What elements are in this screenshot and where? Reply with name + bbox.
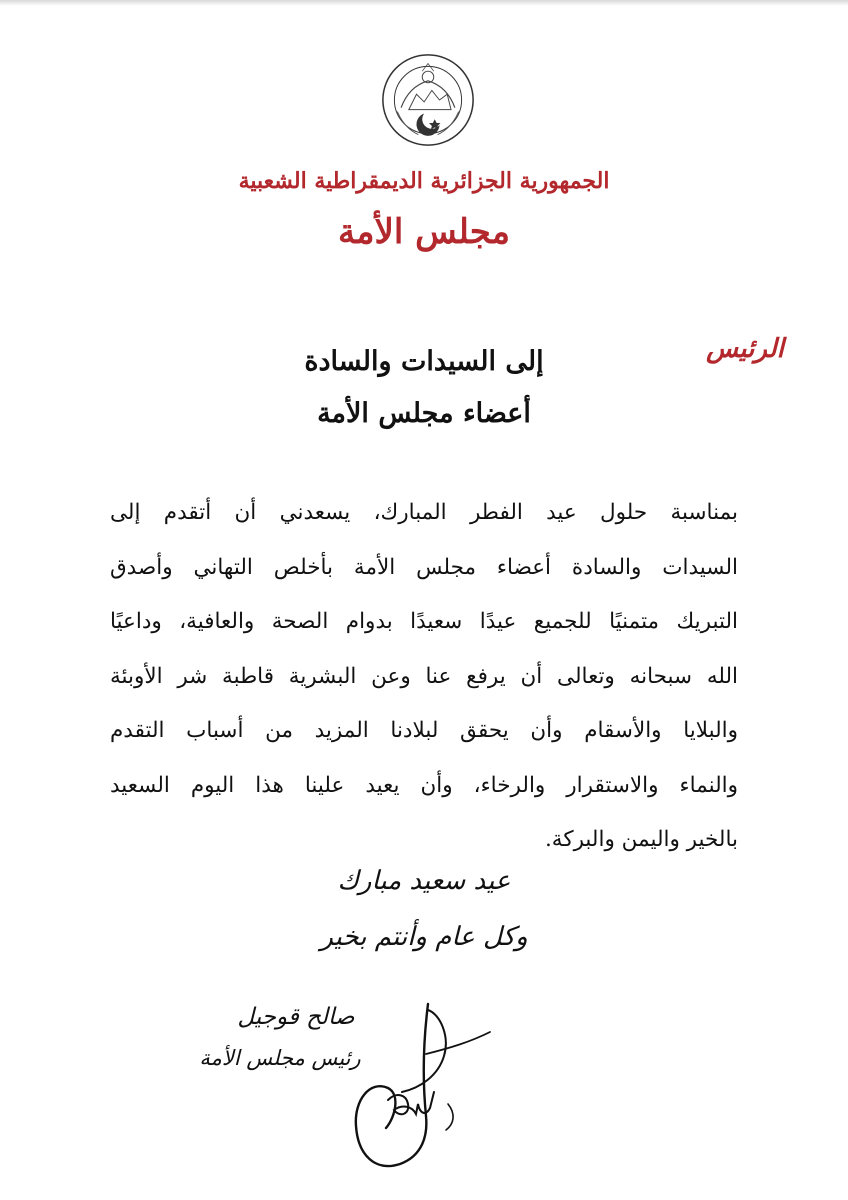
body-line: بالخير واليمن والبركة. xyxy=(544,827,738,852)
address-line-2: أعضاء مجلس الأمة xyxy=(317,398,531,429)
body-line: بمناسبة حلول عيد الفطر المبارك، يسعدني أن أتقدم إلى xyxy=(110,500,738,525)
body-line: والنماء والاستقرار والرخاء، وأن يعيد علينا هذا اليوم السعيد xyxy=(110,772,738,798)
closing-line-2: وكل عام وأنتم بخير xyxy=(320,922,528,952)
closing-line-1: عيد سعيد مبارك xyxy=(337,866,511,896)
address-line-1: إلى السيدات والسادة xyxy=(304,346,544,377)
signatory-title: رئيس مجلس الأمة xyxy=(199,1046,361,1070)
republic-heading: الجمهورية الجزائرية الديمقراطية الشعبية xyxy=(238,168,610,194)
signatory-name: صالح قوجيل xyxy=(237,1004,355,1030)
letter-body xyxy=(110,486,738,868)
body-line: الله سبحانه وتعالى أن يرفع عنا وعن البشرية قاطبة شر الأوبئة xyxy=(110,663,738,689)
algeria-emblem-seal-icon xyxy=(380,52,476,148)
body-line: والبلايا والأسقام وأن يحقق لبلادنا المزيد من أسباب التقدم xyxy=(110,718,738,743)
body-line: السيدات والسادة أعضاء مجلس الأمة بأخلص التهاني وأصدق xyxy=(110,554,738,580)
handwritten-signature-icon xyxy=(330,996,500,1176)
council-heading: مجلس الأمة xyxy=(338,212,510,252)
page-top-edge xyxy=(0,0,848,6)
body-line: التبريك متمنيًا للجميع عيدًا سعيدًا بدوام الصحة والعافية، وداعيًا xyxy=(110,609,738,634)
president-mark: الرئيس xyxy=(706,334,784,364)
